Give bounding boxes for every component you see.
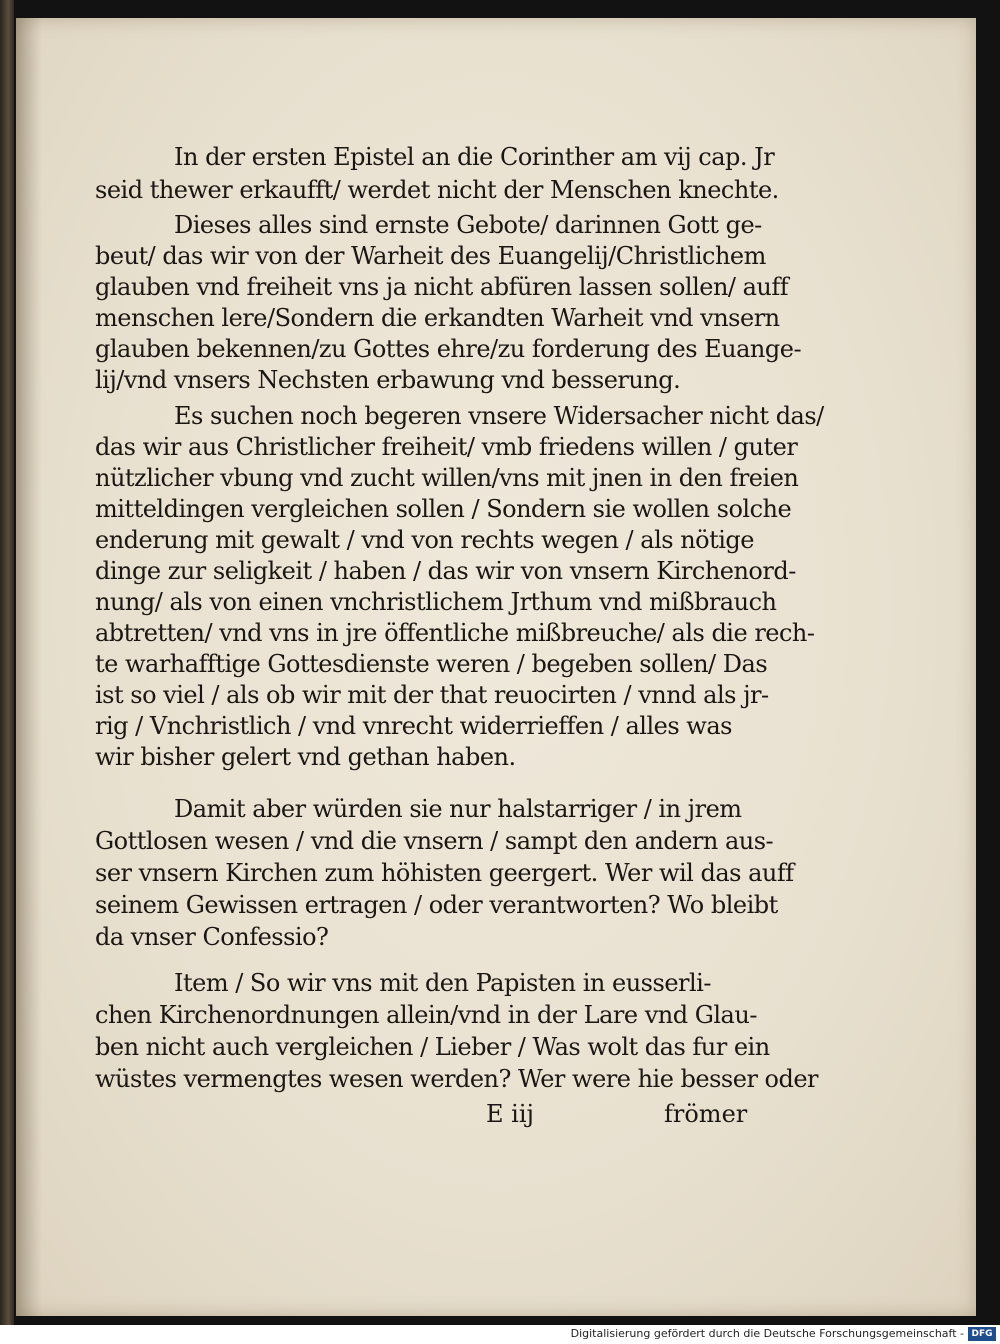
text-line: beut/ das wir von der Warheit des Euangelij/Christlichem [95, 242, 766, 270]
text-line: Dieses alles sind ernste Gebote/ darinnen Gott ge- [174, 211, 762, 239]
catchword: frömer [664, 1100, 748, 1128]
text-line: lij/vnd vnsers Nechsten erbawung vnd besserung. [95, 366, 681, 394]
text-line: ist so viel / als ob wir mit der that reuocirten / vnnd als jr- [95, 681, 769, 709]
text-line: glauben bekennen/zu Gottes ehre/zu forderung des Euange- [95, 335, 802, 363]
page-leaf [16, 18, 976, 1316]
digitization-footer [0, 1325, 1000, 1344]
text-line: te warhafftige Gottesdienste weren / begeben sollen/ Das [95, 650, 768, 678]
signature-mark: E iij [486, 1100, 534, 1128]
funding-notice: Digitalisierung gefördert durch die Deutsche Forschungsgemeinschaft - [570, 1327, 964, 1340]
text-line: mitteldingen vergleichen sollen / Sondern sie wollen solche [95, 495, 792, 523]
text-line: menschen lere/Sondern die erkandten Warheit vnd vnsern [95, 304, 780, 332]
text-line: ser vnsern Kirchen zum höhisten geergert. Wer wil das auff [95, 859, 794, 887]
text-line: chen Kirchenordnungen allein/vnd in der Lare vnd Glau- [95, 1001, 757, 1029]
text-line: seinem Gewissen ertragen / oder verantworten? Wo bleibt [95, 891, 778, 919]
text-line: seid thewer erkaufft/ werdet nicht der Menschen knechte. [95, 176, 779, 204]
text-line: wüstes vermengtes wesen werden? Wer were hie besser oder [95, 1065, 819, 1093]
text-line: rig / Vnchristlich / vnd vnrecht widerrieffen / alles was [95, 712, 732, 740]
text-line: In der ersten Epistel an die Corinther am vij cap. Jr [174, 143, 775, 171]
text-line: nützlicher vbung vnd zucht willen/vns mit jnen in den freien [95, 464, 799, 492]
dfg-logo-icon: DFG [968, 1327, 996, 1341]
text-line: Es suchen noch begeren vnsere Widersacher nicht das/ [174, 402, 824, 430]
text-line: das wir aus Christlicher freiheit/ vmb friedens willen / guter [95, 433, 798, 461]
text-line: nung/ als von einen vnchristlichem Jrthum vnd mißbrauch [95, 588, 777, 616]
text-line: wir bisher gelert vnd gethan haben. [95, 743, 516, 771]
text-line: abtretten/ vnd vns in jre öffentliche mißbreuche/ als die rech- [95, 619, 815, 647]
text-line: Gottlosen wesen / vnd die vnsern / sampt den andern aus- [95, 827, 774, 855]
text-line: dinge zur seligkeit / haben / das wir von vnsern Kirchenord- [95, 557, 796, 585]
text-line: glauben vnd freiheit vns ja nicht abfüren lassen sollen/ auff [95, 273, 789, 301]
page-footer-line [16, 1100, 976, 1134]
text-line: da vnser Confessio? [95, 923, 329, 951]
text-line: enderung mit gewalt / vnd von rechts wegen / als nötige [95, 526, 754, 554]
text-line: ben nicht auch vergleichen / Lieber / Was wolt das fur ein [95, 1033, 770, 1061]
text-line: Item / So wir vns mit den Papisten in eusserli- [174, 969, 711, 997]
text-line: Damit aber würden sie nur halstarriger / in jrem [174, 795, 742, 823]
book-edge [0, 0, 14, 1325]
